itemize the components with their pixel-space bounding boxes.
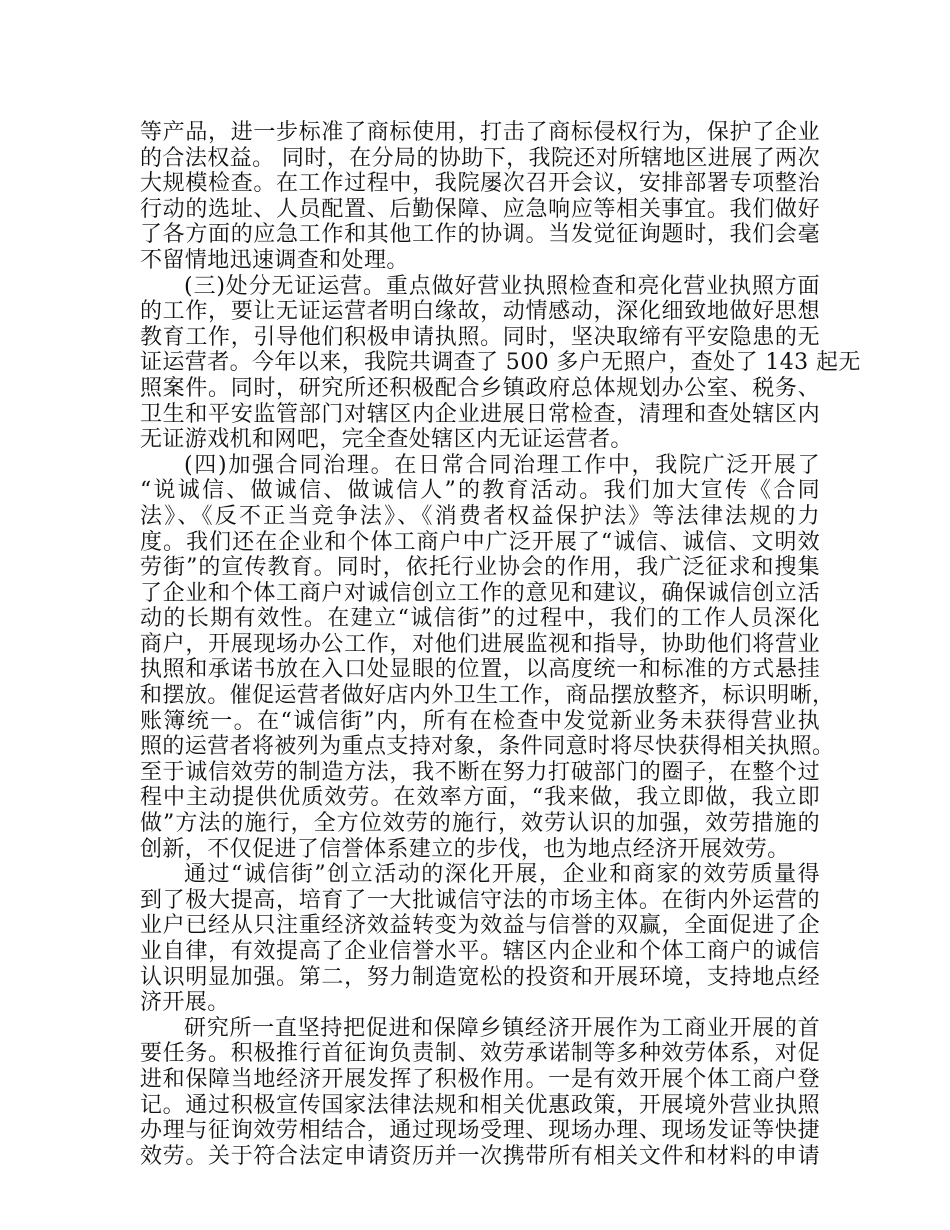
text-line: 效劳。关于符合法定申请资历并一次携带所有相关文件和材料的申请 bbox=[140, 1143, 820, 1169]
text-line: 账簿统一。在“诚信街”内，所有在检查中发觉新业务未获得营业执 bbox=[140, 708, 820, 734]
text-line: 商户，开展现场办公工作，对他们进展监视和指导，协助他们将营业 bbox=[140, 631, 820, 657]
document-page bbox=[140, 120, 861, 1169]
text-line: 认识明显加强。第二，努力制造宽松的投资和开展环境，支持地点经 bbox=[140, 964, 820, 990]
text-line: 照的运营者将被列为重点支持对象，条件同意时将尽快获得相关执照。 bbox=[140, 734, 835, 760]
text-line: 动的长期有效性。在建立“诚信街”的过程中，我们的工作人员深化 bbox=[140, 606, 820, 632]
text-line: 教育工作，引导他们积极申请执照。同时，坚决取缔有平安隐患的无 bbox=[140, 324, 820, 350]
text-line: 不留情地迅速调查和处理。 bbox=[140, 247, 409, 273]
text-line: 要任务。积极推行首征询负责制、效劳承诺制等多种效劳体系，对促 bbox=[140, 1041, 820, 1067]
text-line: 济开展。 bbox=[140, 990, 230, 1016]
text-line: 至于诚信效劳的制造方法，我不断在努力打破部门的圈子，在整个过 bbox=[140, 759, 820, 785]
text-line: 的合法权益。 同时，在分局的协助下，我院还对所辖地区进展了两次 bbox=[140, 145, 820, 171]
text-line: 法》、《反不正当竞争法》、《消费者权益保护法》等法律法规的力 bbox=[140, 503, 820, 529]
text-line: 的工作，要让无证运营者明白缘故，动情感动，深化细致地做好思想 bbox=[140, 299, 820, 325]
text-line: 办理与征询效劳相结合，通过现场受理、现场办理、现场发证等快捷 bbox=[140, 1118, 820, 1144]
text-line: 证运营者。今年以来，我院共调查了 500 多户无照户，查处了 143 起无 bbox=[140, 350, 861, 376]
text-line: (四)加强合同治理。在日常合同治理工作中，我院广泛开展了 bbox=[184, 452, 820, 478]
text-line: 劳街”的宣传教育。同时，依托行业协会的作用，我广泛征求和搜集 bbox=[140, 555, 820, 581]
text-line: 进和保障当地经济开展发挥了积极作用。一是有效开展个体工商户登 bbox=[140, 1066, 820, 1092]
text-line: 了各方面的应急工作和其他工作的协调。当发觉征询题时，我们会毫 bbox=[140, 222, 820, 248]
text-line: (三)处分无证运营。重点做好营业执照检查和亮化营业执照方面 bbox=[184, 273, 820, 299]
text-line: 业户已经从只注重经济效益转变为效益与信誉的双赢，全面促进了企 bbox=[140, 913, 820, 939]
text-line: 等产品，进一步标准了商标使用，打击了商标侵权行为，保护了企业 bbox=[140, 120, 820, 145]
text-line: 行动的选址、人员配置、后勤保障、应急响应等相关事宜。我们做好 bbox=[140, 196, 820, 222]
text-line: 创新，不仅促进了信誉体系建立的步伐，也为地点经济开展效劳。 bbox=[140, 836, 790, 862]
text-line: 卫生和平安监管部门对辖区内企业进展日常检查，清理和查处辖区内 bbox=[140, 401, 820, 427]
text-line: 度。我们还在企业和个体工商户中广泛开展了“诚信、诚信、文明效 bbox=[140, 529, 820, 555]
text-line: 照案件。同时，研究所还积极配合乡镇政府总体规划办公室、税务、 bbox=[140, 375, 820, 401]
text-line: 了企业和个体工商户对诚信创立工作的意见和建议，确保诚信创立活 bbox=[140, 580, 820, 606]
text-line: 做”方法的施行，全方位效劳的施行，效劳认识的加强，效劳措施的 bbox=[140, 811, 820, 837]
text-line: 记。通过积极宣传国家法律法规和相关优惠政策，开展境外营业执照 bbox=[140, 1092, 820, 1118]
text-line: 执照和承诺书放在入口处显眼的位置，以高度统一和标准的方式悬挂 bbox=[140, 657, 820, 683]
text-line: 研究所一直坚持把促进和保障乡镇经济开展作为工商业开展的首 bbox=[184, 1015, 820, 1041]
text-line: 大规模检查。在工作过程中，我院屡次召开会议，安排部署专项整治 bbox=[140, 171, 820, 197]
text-line: 无证游戏机和网吧，完全查处辖区内无证运营者。 bbox=[140, 427, 633, 453]
text-line: 和摆放。催促运营者做好店内外卫生工作，商品摆放整齐，标识明晰， bbox=[140, 683, 835, 709]
text-line: 到了极大提高，培育了一大批诚信守法的市场主体。在街内外运营的 bbox=[140, 887, 820, 913]
text-line: 程中主动提供优质效劳。在效率方面，“我来做，我立即做，我立即 bbox=[140, 785, 820, 811]
text-line: “说诚信、做诚信、做诚信人”的教育活动。我们加大宣传《合同 bbox=[140, 478, 820, 504]
text-line: 通过“诚信街”创立活动的深化开展，企业和商家的效劳质量得 bbox=[184, 862, 820, 888]
text-line: 业自律，有效提高了企业信誉水平。辖区内企业和个体工商户的诚信 bbox=[140, 939, 820, 964]
